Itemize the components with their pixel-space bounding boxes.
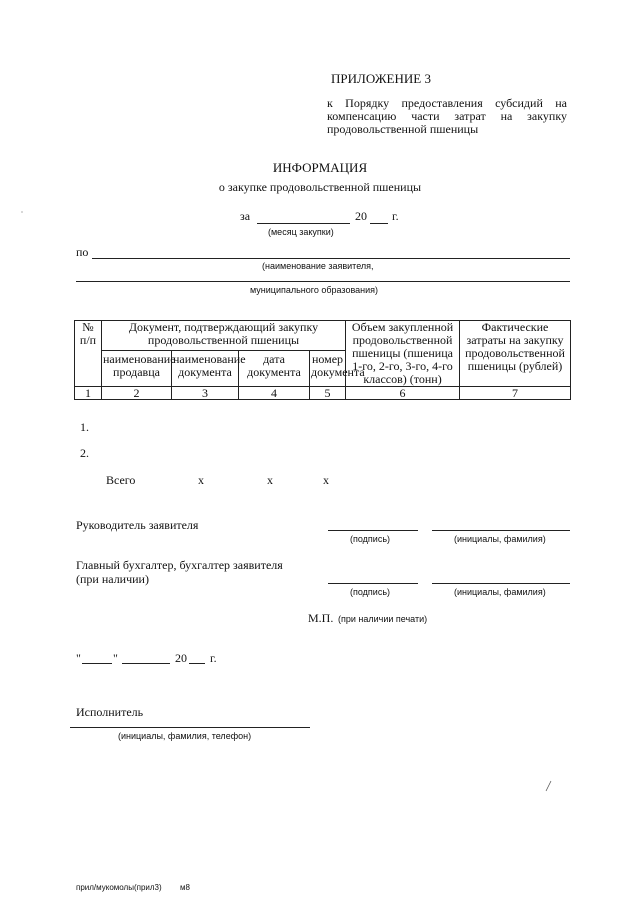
column-number: 2 — [102, 387, 172, 400]
date-year-suffix: г. — [210, 651, 217, 665]
column-number: 1 — [75, 387, 102, 400]
column-number: 5 — [310, 387, 346, 400]
x-mark: х — [323, 473, 329, 487]
header-volume: Объем закупленной продовольственной пшеницы (пшеница 1-го, 2-го, 3-го, 4-го классов) (тонн) — [346, 321, 460, 387]
applicant-prefix: по — [76, 245, 89, 259]
period-prefix: за — [240, 209, 251, 223]
column-number: 4 — [239, 387, 310, 400]
total-label: Всего — [106, 473, 136, 487]
date-quote-close: " — [113, 651, 118, 665]
executor-caption: (инициалы, фамилия, телефон) — [118, 731, 252, 741]
period-caption: (месяц закупки) — [268, 227, 334, 237]
appendix-title: ПРИЛОЖЕНИЕ 3 — [331, 71, 431, 86]
document-subtitle: о закупке продовольственной пшеницы — [218, 180, 422, 194]
subheader-document-number: номер документа — [310, 350, 346, 386]
document-title: ИНФОРМАЦИЯ — [272, 160, 368, 175]
footer-code: м8 — [180, 883, 190, 892]
footer-file-name: прил/мукомолы(прил3) — [76, 883, 162, 892]
applicant-caption-1: (наименование заявителя, — [262, 261, 374, 271]
header-number: № п/п — [75, 321, 102, 387]
column-number: 3 — [172, 387, 239, 400]
accountant-signature-note: (при наличии) — [76, 572, 149, 586]
period-year-suffix: г. — [392, 209, 399, 223]
subheader-seller: наименование продавца — [102, 350, 172, 386]
accountant-signature-label: Главный бухгалтер, бухгалтер заявителя — [76, 558, 283, 572]
applicant-caption-2: муниципального образования) — [250, 285, 379, 295]
accountant-signature-caption: (подпись) — [350, 587, 391, 597]
column-number: 7 — [460, 387, 571, 400]
stamp-label: М.П. — [308, 611, 334, 625]
subheader-document-name: наименование документа — [172, 350, 239, 386]
row-label: 2. — [80, 446, 89, 460]
appendix-text: к Порядку предоставления субсидий на компенсацию части затрат на закупку продовольственной пшеницы — [327, 96, 567, 136]
accountant-initials-caption: (инициалы, фамилия) — [454, 587, 546, 597]
date-quote-open: " — [76, 651, 81, 665]
head-signature-label: Руководитель заявителя — [76, 518, 199, 532]
executor-label: Исполнитель — [76, 705, 144, 719]
header-document: Документ, подтверждающий закупку продовольственной пшеницы — [102, 321, 346, 351]
header-costs: Фактические затраты на закупку продовольственной пшеницы (рублей) — [460, 321, 571, 387]
head-initials-caption: (инициалы, фамилия) — [454, 534, 546, 544]
subheader-document-date: дата документа — [239, 350, 310, 386]
date-year-prefix: 20 — [175, 651, 187, 665]
stamp-note: (при наличии печати) — [338, 614, 428, 624]
row-label: 1. — [80, 420, 89, 434]
head-signature-caption: (подпись) — [350, 534, 391, 544]
period-year-prefix: 20 — [355, 209, 367, 223]
column-number: 6 — [346, 387, 460, 400]
x-mark: х — [267, 473, 273, 487]
x-mark: х — [198, 473, 204, 487]
